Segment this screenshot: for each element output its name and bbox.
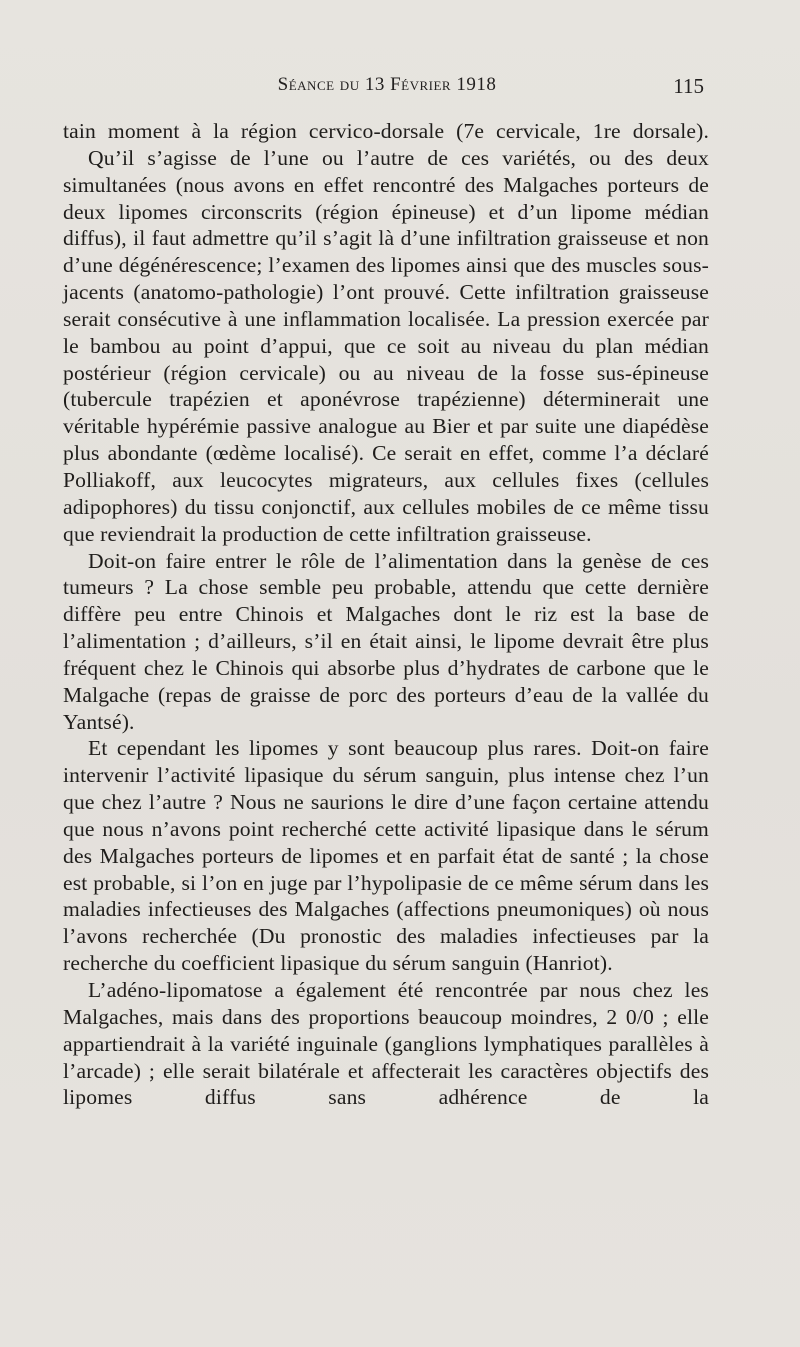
paragraph-1: tain moment à la région cervico-dorsale (7e cervicale, 1re dorsale). bbox=[63, 119, 709, 143]
running-header bbox=[64, 74, 710, 102]
paragraph-2: Qu’il s’agisse de l’une ou l’autre de ces variétés, ou des deux simultanées (nous avons en effet rencontré des Malgaches porteurs de deux lipomes circonscrits (région épineuse) et d’un lipome médian diffus), il faut admettre qu’il s’agit là d’une infiltration graisseuse et non d’une dégénérescence; l’examen des lipomes ainsi que des muscles sous-jacents (anatomo-pathologie) l’ont prouvé. Cette infiltration graisseuse serait consécutive à une inflammation localisée. La pression exercée par le bambou au point d’appui, que ce soit au niveau du plan médian postérieur (région cervicale) ou au niveau de la fosse sus-épineuse (tubercule trapézien et aponévrose trapézienne) déterminerait une véritable hypérémie passive analogue au Bier et par suite une diapédèse plus abondante (œdème localisé). Ce serait en effet, comme l’a déclaré Polliakoff, aux leucocytes migrateurs, aux cellules fixes (cellules adipophores) du tissu conjonctif, aux cellules mobiles de ce même tissu que reviendrait la production de cette infiltration graisseuse. bbox=[63, 145, 709, 546]
body-text bbox=[63, 118, 709, 1111]
paragraph-3: Doit-on faire entrer le rôle de l’alimentation dans la genèse de ces tumeurs ? La chose semble peu probable, attendu que cette dernière diffère peu entre Chinois et Malgaches dont le riz est la base de l’alimentation ; d’ailleurs, s’il en était ainsi, le lipome devrait être plus fréquent chez le Chinois qui absorbe plus d’hydrates de carbone que le Malgache (repas de graisse de porc des porteurs d’eau de la vallée du Yantsé). bbox=[63, 548, 709, 734]
paragraph-4: Et cependant les lipomes y sont beaucoup plus rares. Doit-on faire intervenir l’activité lipasique du sérum sanguin, plus intense chez l’un que chez l’autre ? Nous ne saurions le dire d’une façon certaine attendu que nous n’avons point recherché cette activité lipasique dans le sérum des Malgaches porteurs de lipomes et en parfait état de santé ; la chose est probable, si l’on en juge par l’hypolipasie de ce même sérum dans les maladies infectieuses des Malgaches (affections pneumoniques) où nous l’avons recherchée (Du pronostic des maladies infectieuses par la recherche du coefficient lipasique du sérum sanguin (Hanriot). bbox=[63, 736, 709, 976]
running-title: Séance du 13 Février 1918 bbox=[277, 74, 497, 95]
page-number: 115 bbox=[673, 74, 704, 98]
paragraph-5: L’adéno-lipomatose a également été rencontrée par nous chez les Malgaches, mais dans des proportions beaucoup moindres, 2 0/0 ; elle appartiendrait à la variété inguinale (ganglions lymphatiques parallèles à l’arcade) ; elle serait bilatérale et affecterait les caractères objectifs des lipomes diffus sans adhérence de la bbox=[63, 978, 709, 1110]
